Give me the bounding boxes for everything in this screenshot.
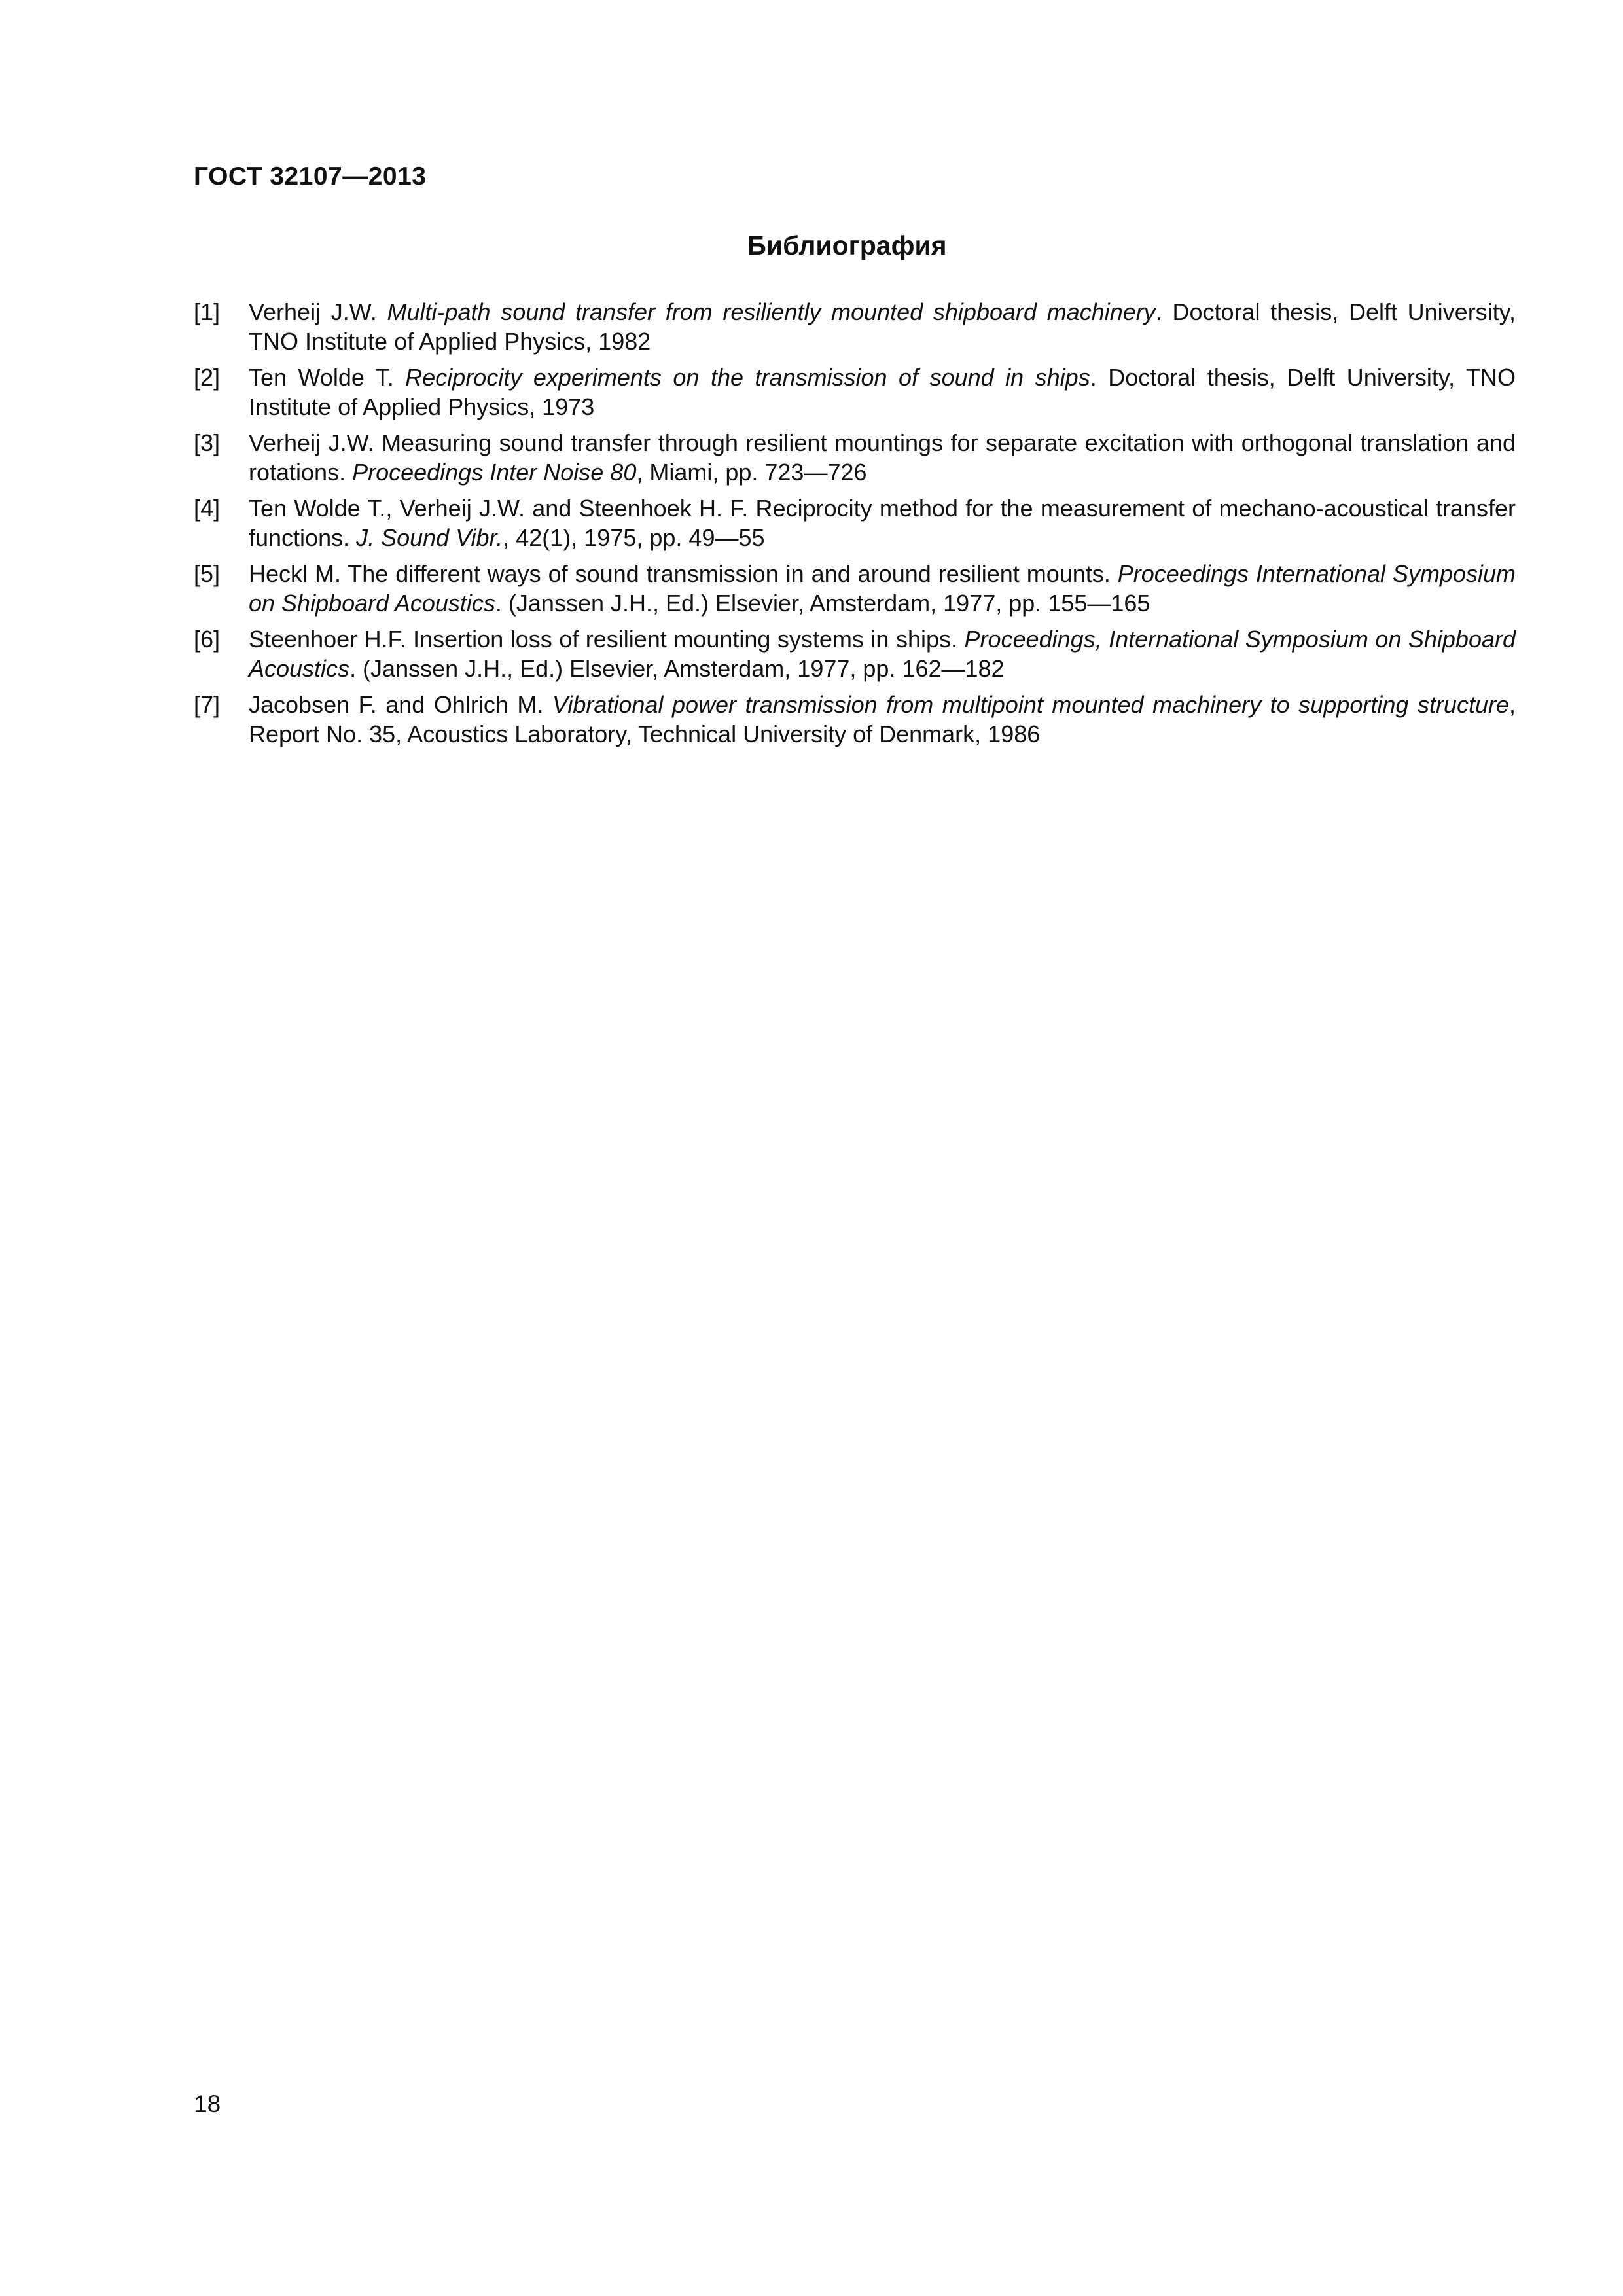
entry-part: . (Janssen J.H., Ed.) Elsevier, Amsterdam, 1977, pp. 155—165 (495, 590, 1150, 617)
entry-number: [4] (194, 495, 221, 522)
entry-title-italic: Vibrational power transmission from multipoint mounted machinery to supporting structure (552, 691, 1509, 718)
entry-number: [7] (194, 691, 221, 718)
bibliography-entry (194, 297, 1516, 356)
entry-part: , Miami, pp. 723—726 (636, 459, 867, 486)
bibliography-entry (194, 363, 1516, 422)
entry-part: Jacobsen F. and Ohlrich M. (249, 691, 552, 718)
document-header-standard-number: ГОСТ 32107—2013 (194, 162, 427, 190)
entry-part: , Report No. 35, Acoustics Laboratory, Technical University of Denmark, 1986 (249, 691, 1516, 747)
bibliography-entry (194, 690, 1516, 749)
entry-part: . Doctoral thesis, Delft University, TNO Institute of Applied Physics, 1973 (249, 364, 1516, 420)
bibliography-entry (194, 624, 1516, 683)
entry-part: Heckl M. The different ways of sound transmission in and around resilient mounts. (249, 560, 1118, 587)
entry-number: [3] (194, 429, 221, 456)
entry-title-italic: J. Sound Vibr. (356, 524, 503, 551)
entry-part: Ten Wolde T. (249, 364, 406, 391)
entry-part: Verheij J.W. (249, 298, 387, 325)
entry-number: [2] (194, 364, 221, 391)
entry-title-italic: Multi-path sound transfer from resiliently mounted shipboard machinery (387, 298, 1156, 325)
entry-part: . Doctoral thesis, Delft University, TNO Institute of Applied Physics, 1982 (249, 298, 1516, 355)
entry-part: Verheij J.W. Measuring sound transfer through resilient mountings for separate excitation with orthogonal translation and rotations. (249, 429, 1516, 486)
bibliography-entry (194, 559, 1516, 618)
entry-title-italic: Proceedings International Symposium on Shipboard Acoustics (249, 560, 1516, 617)
entry-title-italic: Proceedings, International Symposium on Shipboard Acoustics (249, 626, 1516, 682)
entry-number: [6] (194, 626, 221, 653)
entry-text (249, 690, 1516, 749)
page-number: 18 (194, 2090, 221, 2117)
entry-number: [5] (194, 560, 221, 587)
entry-number: [1] (194, 298, 221, 325)
bibliography-entry (194, 493, 1516, 552)
entry-part: Ten Wolde T., Verheij J.W. and Steenhoek H. F. Reciprocity method for the measurement of mechano-acoustical transfer functions. (249, 495, 1516, 551)
entry-text (249, 363, 1516, 422)
bibliography-list (194, 297, 1516, 755)
entry-part: . (Janssen J.H., Ed.) Elsevier, Amsterdam, 1977, pp. 162—182 (349, 655, 1005, 682)
entry-part: Steenhoer H.F. Insertion loss of resilient mounting systems in ships. (249, 626, 965, 653)
entry-title-italic: Proceedings Inter Noise 80 (352, 459, 637, 486)
entry-text (249, 493, 1516, 552)
bibliography-title: Библиография (747, 230, 947, 260)
entry-text (249, 428, 1516, 487)
entry-title-italic: Reciprocity experiments on the transmission of sound in ships (405, 364, 1090, 391)
entry-text (249, 559, 1516, 618)
entry-text (249, 624, 1516, 683)
entry-part: , 42(1), 1975, pp. 49—55 (503, 524, 765, 551)
bibliography-entry (194, 428, 1516, 487)
entry-text (249, 297, 1516, 356)
